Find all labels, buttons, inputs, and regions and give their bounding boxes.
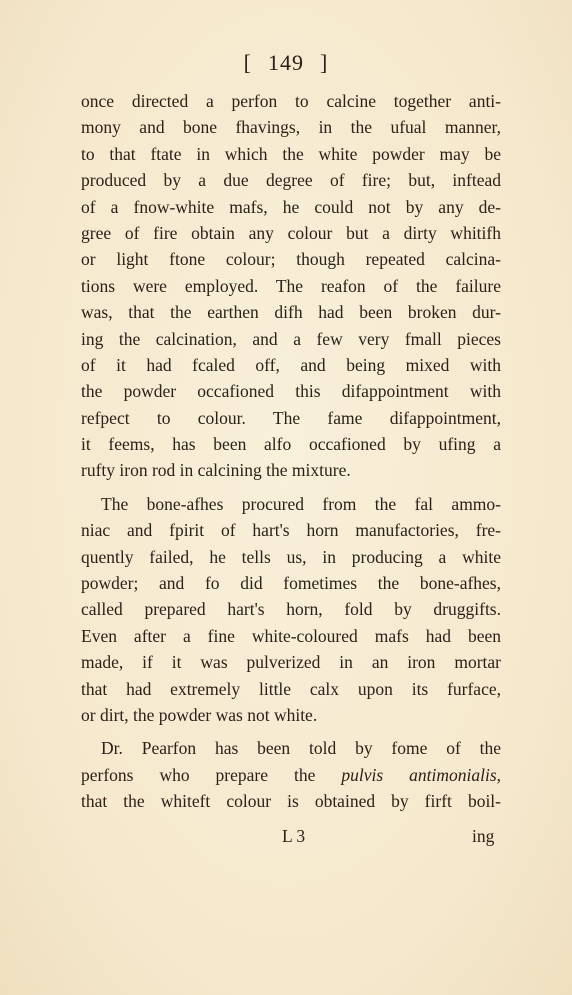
text-line: The bone-afhes procured from the fal ammo- bbox=[101, 493, 501, 514]
text-line: called prepared hart's horn, fold by druggifts. bbox=[81, 599, 501, 620]
text-line: the powder occafioned this difappointment with bbox=[81, 381, 501, 402]
paragraph bbox=[81, 491, 501, 729]
text-line: of a fnow-white mafs, he could not by any de- bbox=[81, 196, 501, 217]
text-line: powder; and fo did fometimes the bone-afhes, bbox=[81, 573, 501, 594]
catchword: ing bbox=[472, 826, 495, 846]
text-line: ing the calcination, and a few very fmall pieces bbox=[81, 328, 501, 349]
text-line: niac and fpirit of hart's horn manufactories, fre- bbox=[81, 520, 501, 541]
text-line: mony and bone fhavings, in the ufual manner, bbox=[81, 117, 501, 138]
page-number: 149 bbox=[268, 50, 304, 75]
left-bracket: [ bbox=[243, 50, 252, 75]
text-line: refpect to colour. The fame difappointment, bbox=[81, 407, 501, 428]
text-line: to that ftate in which the white powder may be bbox=[81, 143, 501, 164]
body-text bbox=[81, 88, 501, 815]
text-line: perfons who prepare the pulvis antimonialis, bbox=[81, 764, 501, 785]
paragraph-gap bbox=[81, 484, 501, 491]
text-line: of it had fcaled off, and being mixed with bbox=[81, 354, 501, 375]
paragraph bbox=[81, 735, 501, 814]
italic-term: pulvis antimonialis bbox=[341, 764, 497, 785]
text-line: or dirt, the powder was not white. bbox=[81, 704, 318, 725]
page-header bbox=[0, 50, 572, 76]
text-line: Even after a fine white-coloured mafs had been bbox=[81, 625, 501, 646]
text-line: made, if it was pulverized in an iron mortar bbox=[81, 652, 501, 673]
paragraph bbox=[81, 88, 501, 484]
text-line: tions were employed. The reafon of the failure bbox=[81, 275, 501, 296]
text-line: once directed a perfon to calcine together anti- bbox=[81, 91, 501, 111]
text-line: was, that the earthen difh had been broken dur- bbox=[81, 302, 501, 323]
text-line: or light ftone colour; though repeated calcina- bbox=[81, 249, 501, 270]
right-bracket: ] bbox=[320, 50, 329, 75]
paragraph-gap bbox=[81, 728, 501, 735]
signature-mark: L 3 bbox=[282, 826, 306, 846]
text-line: that the whiteft colour is obtained by firft boil- bbox=[81, 791, 501, 812]
text-line: produced by a due degree of fire; but, inftead bbox=[81, 170, 501, 191]
text-line: Dr. Pearfon has been told by fome of the bbox=[101, 738, 501, 759]
text-line: quently failed, he tells us, in producing a white bbox=[81, 546, 501, 567]
text-line: it feems, has been alfo occafioned by ufing a bbox=[81, 434, 501, 455]
text-line: gree of fire obtain any colour but a dirty whitifh bbox=[81, 222, 501, 243]
text-line: rufty iron rod in calcining the mixture. bbox=[81, 460, 351, 481]
text-line: that had extremely little calx upon its furface, bbox=[81, 678, 501, 699]
